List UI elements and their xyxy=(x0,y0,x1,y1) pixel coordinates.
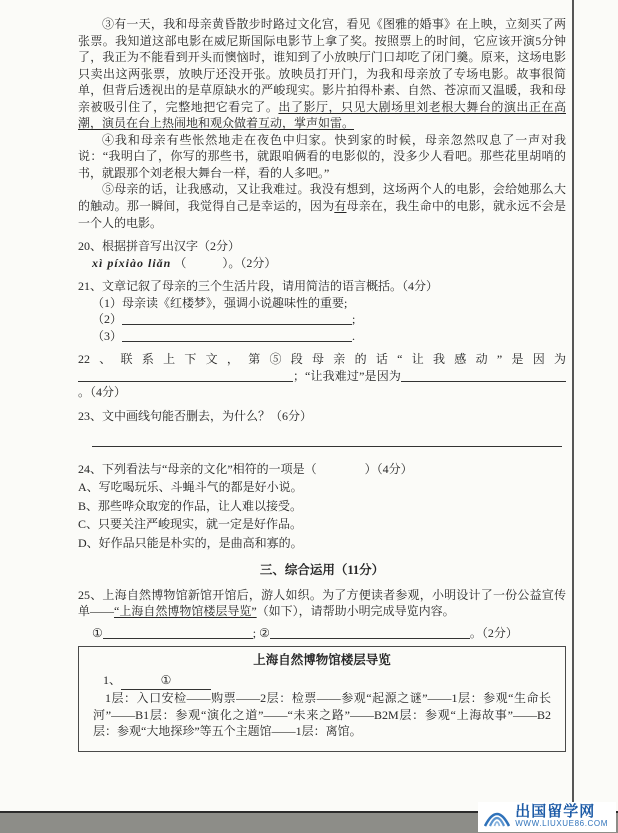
question-25-flyer-title: “上海自然博物馆楼层导览” xyxy=(114,604,257,619)
blank-1-label: ① xyxy=(92,625,103,640)
answer-blank xyxy=(103,627,253,639)
option-c: C、只要关注严峻现实，就一定是好作品。 xyxy=(78,517,303,532)
question-25 xyxy=(78,587,566,620)
watermark-site-url: WWW.LIUXUE86.COM xyxy=(515,819,608,829)
liuxue86-logo-icon xyxy=(484,806,510,828)
guide-answer-blank: ① xyxy=(121,672,211,690)
watermark-site-name: 出国留学网 xyxy=(515,803,596,821)
separator: ; xyxy=(252,625,260,640)
answer-blank xyxy=(122,330,352,342)
guide-box-line-1 xyxy=(103,672,551,690)
passage-paragraph-3 xyxy=(78,16,566,132)
guide-box-title: 上海自然博物馆楼层导览 xyxy=(253,653,391,668)
pinyin-text: xì píxiào liǎn xyxy=(92,255,172,270)
guide-item-number: 1、 xyxy=(103,673,122,688)
item-2-label: （2） xyxy=(92,312,123,327)
answer-brackets: （ ）。（2分） xyxy=(174,255,277,270)
passage-paragraph-5 xyxy=(78,181,566,231)
question-21-stem: 21、文章记叙了母亲的三个生活片段，请用简洁的语言概括。（4分） xyxy=(78,279,439,294)
question-25-text-1: 25、上海自然博物馆新馆开馆后，游人如织。为了方便读者参观，小明设计了一份公益宣传单—— xyxy=(78,587,566,619)
paragraph-5-text-end: 母亲在，我生命中的电影，就永远不会是一个人的电影。 xyxy=(78,199,566,230)
answer-line xyxy=(92,434,562,447)
question-21 xyxy=(78,278,566,344)
answer-blank xyxy=(122,313,352,325)
question-22 xyxy=(78,351,566,401)
question-24-stem: 24、下列看法与“母亲的文化”相符的一项是（ ）（4分） xyxy=(78,461,413,476)
answer-blank xyxy=(401,370,566,382)
answer-blank xyxy=(270,627,470,639)
museum-guide-box xyxy=(78,646,566,751)
paragraph-3-underlined-sentence: 出了影厅，只见大剧场里刘老根大舞台的演出正在高潮，演员在台上热闹地和观众做着互动，掌声如雷。 xyxy=(78,99,566,131)
exam-content xyxy=(78,16,566,752)
question-22-text-1: 22、联系上下文，第⑤段母亲的话“让我感动”是因为 xyxy=(78,352,566,367)
question-20-stem: 20、根据拼音写出汉字（2分） xyxy=(78,239,241,254)
blank-2-label: ② xyxy=(259,625,270,640)
guide-route-text: 1层：入口安检——购票——2层：检票——参观“起源之谜”——1层：参观“生命长河”——B1层：参观“演化之道”——“未来之路”——B2M层：参观“上海故事”——B2层：参观“大地探珍”等五个主题馆——1层：离馆。 xyxy=(93,691,551,739)
paragraph-5-emphasized-word: 有 xyxy=(334,199,347,214)
site-watermark[interactable] xyxy=(478,802,616,832)
question-25-answer-line xyxy=(92,625,566,642)
score-note: 。（2分） xyxy=(469,625,518,640)
item-2-tail: ; xyxy=(352,312,356,327)
scan-page-right-edge xyxy=(572,0,574,811)
watermark-text xyxy=(515,804,608,828)
question-25-text-2: （如下），请帮助小明完成导览内容。 xyxy=(256,604,455,619)
item-3-tail: . xyxy=(352,328,356,343)
question-20 xyxy=(78,238,566,271)
option-d: D、好作品只能是朴实的，是曲高和寡的。 xyxy=(78,535,303,550)
item-1-label: （1） xyxy=(92,295,123,310)
question-23-stem: 23、文中画线句能否删去，为什么？（6分） xyxy=(78,409,313,424)
item-3-label: （3） xyxy=(92,328,123,343)
question-21-item-3 xyxy=(92,328,566,345)
question-22-text-3: 。（4分） xyxy=(78,385,127,400)
paragraph-5-text: ⑤母亲的话，让我感动，又让我难过。我没有想到，这场两个人的电影，会给她那么大的触动。那一瞬间，我觉得自己是幸运的，因为 xyxy=(78,182,566,214)
question-21-item-2 xyxy=(92,311,566,328)
section-3-heading: 三、综合运用（11分） xyxy=(259,563,385,578)
option-b: B、那些哗众取宠的作品，让人难以接受。 xyxy=(78,498,303,513)
question-21-item-1 xyxy=(92,295,566,312)
passage-paragraph-4: ④我和母亲有些怅然地走在夜色中归家。快到家的时候，母亲忽然叹息了一声对我说：“我明白了，你写的那些书，就跟咱俩看的电影似的，没多少人看吧。那些花里胡哨的书，就跟那个刘老根大舞台一样，看的人多吧。” xyxy=(78,132,566,180)
answer-blank xyxy=(78,370,293,382)
paragraph-3-text: ③有一天，我和母亲黄昏散步时路过文化宫，看见《图雅的婚事》在上映，立刻买了两张票。我知道这部电影在威尼斯国际电影节上拿了奖。按照票上的时间，它应该开演5分钟了，我正为不能看到开头而懊恼时，谁知到了小放映厅门口却吃了闭门羹。原来，这场电影只卖出这两张票，放映厅还没开张。放映员打开门，为我和母亲放了专场电影。故事很简单，但背后透视出的是草原缺水的严峻现实。影片拍得朴素、自然、苍凉而又温暖，我和母亲被吸引住了，完整地把它看完了。 xyxy=(78,17,566,114)
question-22-text-2: ；“让我难过”是因为 xyxy=(293,368,401,383)
question-20-pinyin-line xyxy=(92,255,566,272)
item-1-text: 母亲读《红楼梦》，强调小说趣味性的重要; xyxy=(122,295,348,310)
option-a: A、写吃喝玩乐、斗蝇斗气的都是好小说。 xyxy=(78,480,303,495)
question-24 xyxy=(78,461,566,552)
question-24-options xyxy=(78,479,566,551)
question-23 xyxy=(78,408,566,447)
